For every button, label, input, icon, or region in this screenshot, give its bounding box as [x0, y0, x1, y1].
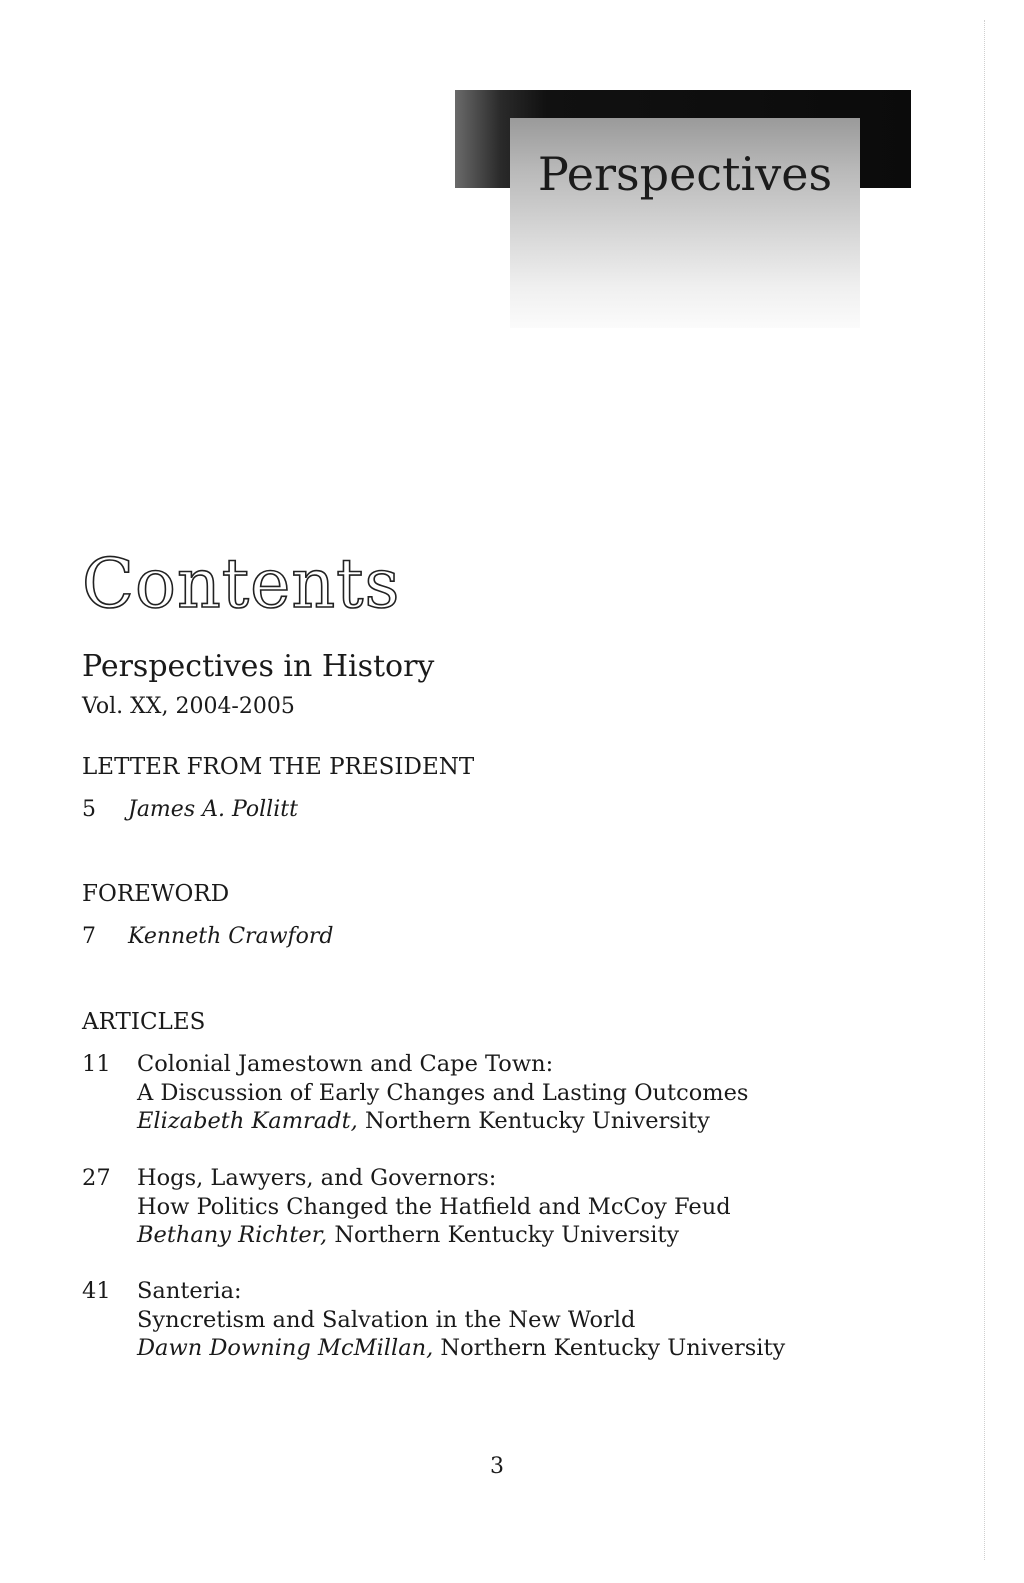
article-title: Santeria:: [137, 1278, 242, 1304]
article-affiliation: Northern Kentucky University: [433, 1335, 786, 1361]
journal-title: Perspectives in History: [82, 649, 435, 684]
article-affiliation: Northern Kentucky University: [327, 1222, 680, 1248]
section-heading-foreword: FOREWORD: [82, 881, 230, 907]
article-page-number: 11: [82, 1051, 111, 1077]
page-edge: [984, 20, 985, 1560]
masthead-title: Perspectives: [537, 147, 833, 201]
section-heading-articles: ARTICLES: [82, 1009, 206, 1035]
article-subtitle: How Politics Changed the Hatfield and McCoy Feud: [137, 1193, 731, 1220]
article-page-number: 27: [82, 1165, 111, 1191]
article-affiliation: Northern Kentucky University: [357, 1108, 710, 1134]
page-number: 3: [490, 1454, 504, 1479]
article-author: Elizabeth Kamradt,: [137, 1108, 358, 1134]
article-title: Hogs, Lawyers, and Governors:: [137, 1165, 497, 1191]
letter-author[interactable]: James A. Pollitt: [128, 797, 298, 822]
volume-label: Vol. XX, 2004-2005: [82, 694, 295, 719]
foreword-page-number[interactable]: 7: [82, 924, 96, 949]
foreword-author[interactable]: Kenneth Crawford: [128, 924, 334, 949]
section-heading-letter: LETTER FROM THE PRESIDENT: [82, 754, 475, 780]
article-title: Colonial Jamestown and Cape Town:: [137, 1051, 554, 1077]
contents-heading: Contents: [82, 545, 401, 624]
article-author: Dawn Downing McMillan,: [137, 1335, 434, 1361]
article-author: Bethany Richter,: [137, 1222, 328, 1248]
article-subtitle: A Discussion of Early Changes and Lasting Outcomes: [137, 1079, 749, 1106]
article-page-number: 41: [82, 1278, 111, 1304]
article-subtitle: Syncretism and Salvation in the New World: [137, 1306, 636, 1333]
letter-page-number[interactable]: 5: [82, 797, 96, 822]
